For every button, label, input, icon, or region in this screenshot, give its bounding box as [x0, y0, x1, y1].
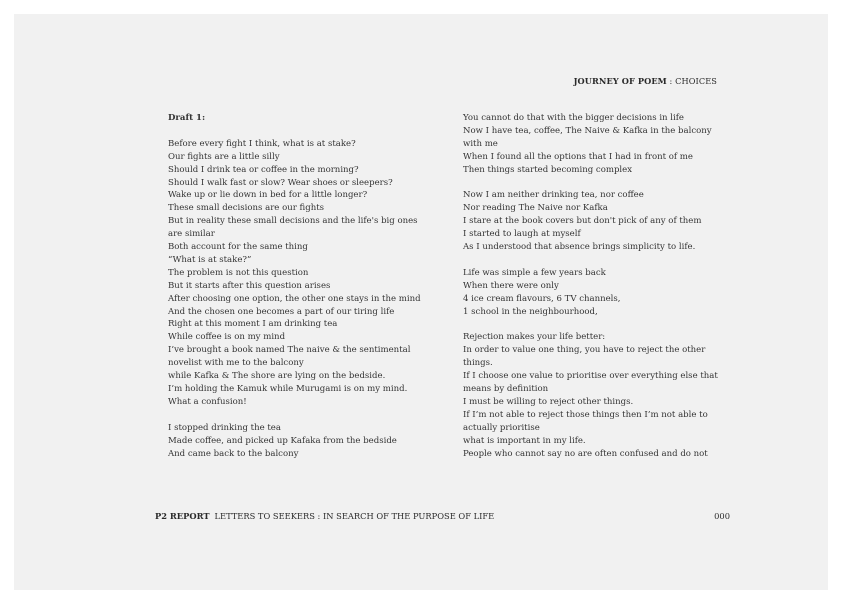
poem-line: what is important in my life. — [463, 435, 586, 446]
poem-line: Our fights are a little silly — [168, 151, 280, 162]
footer-report-label: P2 REPORT — [155, 511, 210, 521]
poem-line: while Kafka & The shore are lying on the bedside. — [168, 371, 386, 382]
poem-line — [463, 318, 725, 331]
page-header-title — [574, 76, 717, 86]
poem-line: 1 school in the neighbourhood, — [463, 306, 598, 317]
poem-line: If I choose one value to prioritise over everything else that — [463, 371, 718, 382]
poem-line: Should I drink tea or coffee in the morning? — [168, 164, 359, 175]
poem-line: As I understood that absence brings simplicity to life. — [463, 242, 696, 253]
poem-line: I’m holding the Kamuk while Murugami is on my mind. — [168, 384, 408, 395]
header-title-bold: JOURNEY OF POEM — [573, 76, 667, 86]
poem-line: I stopped drinking the tea — [168, 422, 281, 433]
poem-line: But it starts after this question arises — [168, 280, 331, 291]
poem-line: novelist with me to the balcony — [168, 358, 304, 369]
poem-line: Nor reading The Naive nor Kafka — [463, 203, 608, 214]
poem-line: You cannot do that with the bigger decisions in life — [463, 113, 684, 123]
poem-line: People who cannot say no are often confused and do not — [463, 448, 708, 459]
poem-line: And came back to the balcony — [168, 448, 299, 459]
poem-line: things. — [463, 358, 493, 369]
draft-title: Draft 1: — [168, 113, 206, 123]
poem-line: After choosing one option, the other one stays in the mind — [168, 293, 421, 304]
poem-line: What a confusion! — [168, 396, 247, 407]
poem-line: And the chosen one becomes a part of our tiring life — [168, 306, 395, 317]
poem-line — [463, 177, 725, 190]
poem-line: Before every fight I think, what is at stake? — [168, 138, 356, 149]
page-footer — [155, 511, 494, 521]
poem-line: If I’m not able to reject those things then I’m not able to — [463, 409, 708, 420]
poem-line: Life was simple a few years back — [463, 267, 606, 278]
poem-line — [168, 125, 430, 138]
poem-line: I must be willing to reject other things. — [463, 396, 634, 407]
poem-line: Then things started becoming complex — [463, 164, 633, 175]
poem-line: “What is at stake?” — [168, 254, 252, 265]
poem-line: But in reality these small decisions and the life's big ones — [168, 216, 418, 227]
poem-line: These small decisions are our fights — [168, 203, 325, 214]
poem-line: Should I walk fast or slow? Wear shoes or sleepers? — [168, 177, 393, 188]
footer-report-title: LETTERS TO SEEKERS : IN SEARCH OF THE PURPOSE OF LIFE — [214, 511, 495, 521]
poem-line: I started to laugh at myself — [463, 229, 581, 240]
poem-line: The problem is not this question — [168, 267, 309, 278]
poem-line: While coffee is on my mind — [168, 332, 286, 343]
poem-line: Right at this moment I am drinking tea — [168, 319, 338, 330]
poem-line — [168, 409, 430, 422]
poem-line: with me — [463, 138, 498, 149]
header-title-rest: CHOICES — [675, 76, 717, 86]
poem-line: 4 ice cream flavours, 6 TV channels, — [463, 293, 621, 304]
left-lines — [168, 125, 430, 461]
page-number: 000 — [714, 511, 730, 521]
poem-line: Made coffee, and picked up Kafaka from the bedside — [168, 435, 397, 446]
poem-line: means by definition — [463, 383, 549, 394]
poem-line: Both account for the same thing — [168, 242, 308, 253]
poem-line — [463, 254, 725, 267]
poem-line: I stare at the book covers but don't pick of any of them — [463, 216, 702, 227]
poem-line: Wake up or lie down in bed for a little longer? — [168, 190, 368, 201]
poem-line: Now I am neither drinking tea, nor coffee — [463, 190, 644, 201]
poem-line: I’ve brought a book named The naive & the sentimental — [168, 345, 411, 356]
poem-line: Now I have tea, coffee, The Naive & Kafka in the balcony — [463, 125, 712, 136]
poem-line: Rejection makes your life better: — [463, 332, 606, 343]
poem-left-column — [168, 112, 430, 460]
poem-line: When there were only — [463, 280, 559, 291]
poem-line: actually prioritise — [463, 422, 540, 433]
header-separator: : — [666, 76, 676, 86]
poem-line: When I found all the options that I had in front of me — [463, 151, 693, 162]
poem-line: are similar — [168, 229, 215, 240]
poem-right-column — [463, 112, 725, 460]
poem-line: In order to value one thing, you have to reject the other — [463, 345, 706, 356]
